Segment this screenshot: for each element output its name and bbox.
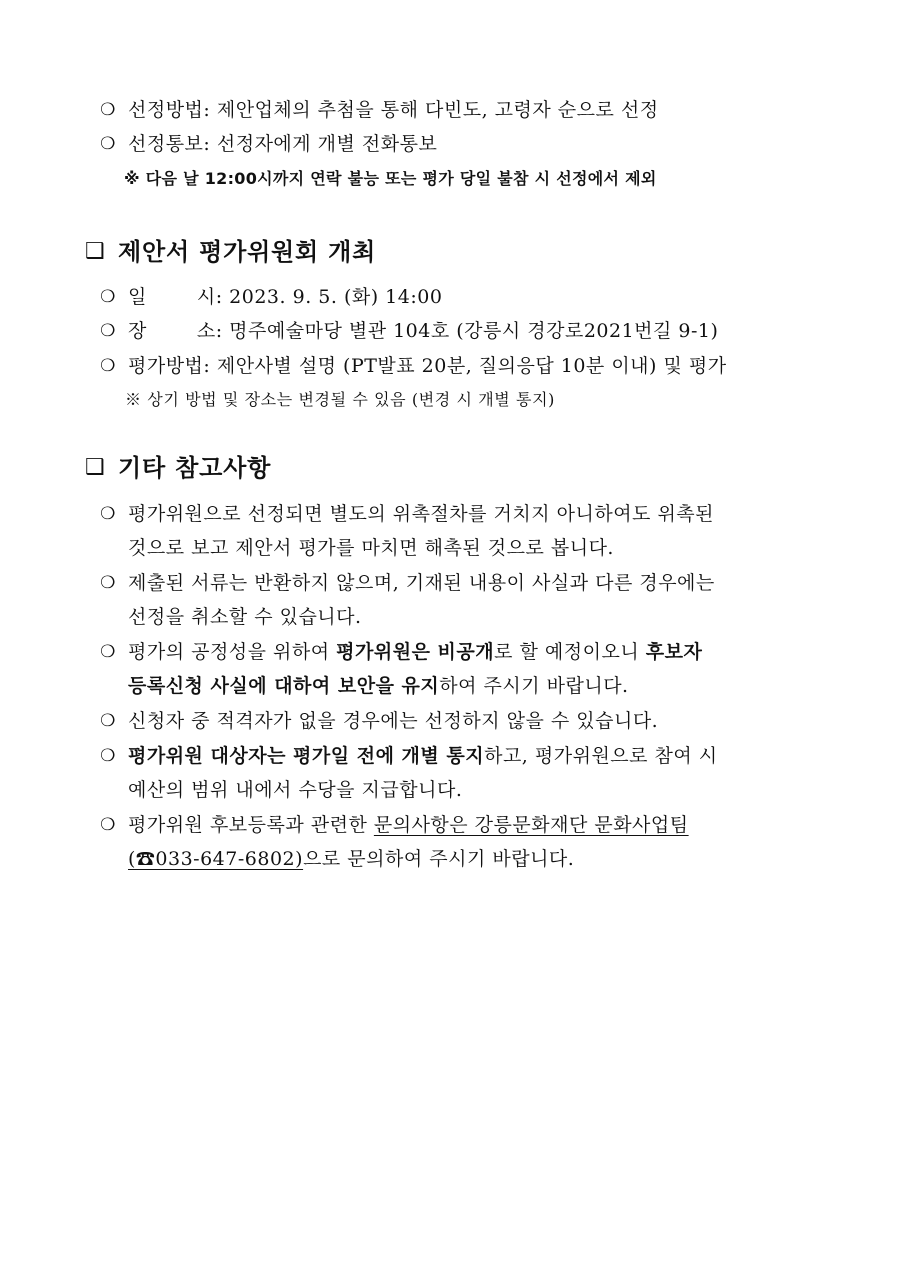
committee-note-text: ※ 상기 방법 및 장소는 변경될 수 있음 (변경 시 개별 통지) [125,390,556,409]
etc-item-6-line-1: 평가위원 후보등록과 관련한 문의사항은 강릉문화재단 문화사업팀 [128,814,689,836]
circle-bullet-icon: ❍ [100,100,116,120]
circle-bullet-icon: ❍ [100,134,116,154]
selection-notify-text: 선정통보: 선정자에게 개별 전화통보 [128,133,438,155]
etc-item-3-line-1: 평가의 공정성을 위하여 평가위원은 비공개로 할 예정이오니 후보자 [128,641,703,663]
circle-bullet-icon: ❍ [100,642,116,662]
committee-method-text: 평가방법: 제안사별 설명 (PT발표 20분, 질의응답 10분 이내) 및 평가 [128,355,727,377]
square-bullet-icon: ❑ [84,455,106,480]
etc-item-2-line-1: 제출된 서류는 반환하지 않으며, 기재된 내용이 사실과 다른 경우에는 [128,572,715,594]
committee-date-text: 일 시: 2023. 9. 5. (화) 14:00 [128,286,443,308]
contact-phone-number: (☎033-647-6802) [128,848,304,870]
circle-bullet-icon: ❍ [100,746,116,766]
etc-item-4-text: 신청자 중 적격자가 없을 경우에는 선정하지 않을 수 있습니다. [128,710,659,732]
circle-bullet-icon: ❍ [100,573,116,593]
etc-item-2-line-2: 선정을 취소할 수 있습니다. [128,606,362,628]
circle-bullet-icon: ❍ [100,356,116,376]
selection-note-text: ※ 다음 날 12:00시까지 연락 불능 또는 평가 당일 불참 시 선정에서 제외 [124,169,657,188]
etc-item-1-line-2: 것으로 보고 제안서 평가를 마치면 해촉된 것으로 봅니다. [128,537,614,559]
circle-bullet-icon: ❍ [100,287,116,307]
selection-method-text: 선정방법: 제안업체의 추첨을 통해 다빈도, 고령자 순으로 선정 [128,99,659,121]
circle-bullet-icon: ❍ [100,815,116,835]
etc-item-5-line-2: 예산의 범위 내에서 수당을 지급합니다. [128,779,463,801]
etc-item-1-line-1: 평가위원으로 선정되면 별도의 위촉절차를 거치지 아니하여도 위촉된 [128,503,715,525]
etc-item-5-line-1: 평가위원 대상자는 평가일 전에 개별 통지하고, 평가위원으로 참여 시 [128,745,718,767]
etc-item-6-line-2: (☎033-647-6802)으로 문의하여 주시기 바랍니다. [128,848,575,870]
circle-bullet-icon: ❍ [100,321,116,341]
committee-place-text: 장 소: 명주예술마당 별관 104호 (강릉시 경강로2021번길 9-1) [128,320,719,342]
committee-heading: 제안서 평가위원회 개최 [118,238,377,266]
etc-item-3-line-2: 등록신청 사실에 대하여 보안을 유지하여 주시기 바랍니다. [128,675,629,697]
contact-underlined-text: 문의사항은 강릉문화재단 문화사업팀 [373,814,689,836]
etc-heading: 기타 참고사항 [118,454,272,482]
circle-bullet-icon: ❍ [100,504,116,524]
square-bullet-icon: ❑ [84,239,106,264]
circle-bullet-icon: ❍ [100,711,116,731]
